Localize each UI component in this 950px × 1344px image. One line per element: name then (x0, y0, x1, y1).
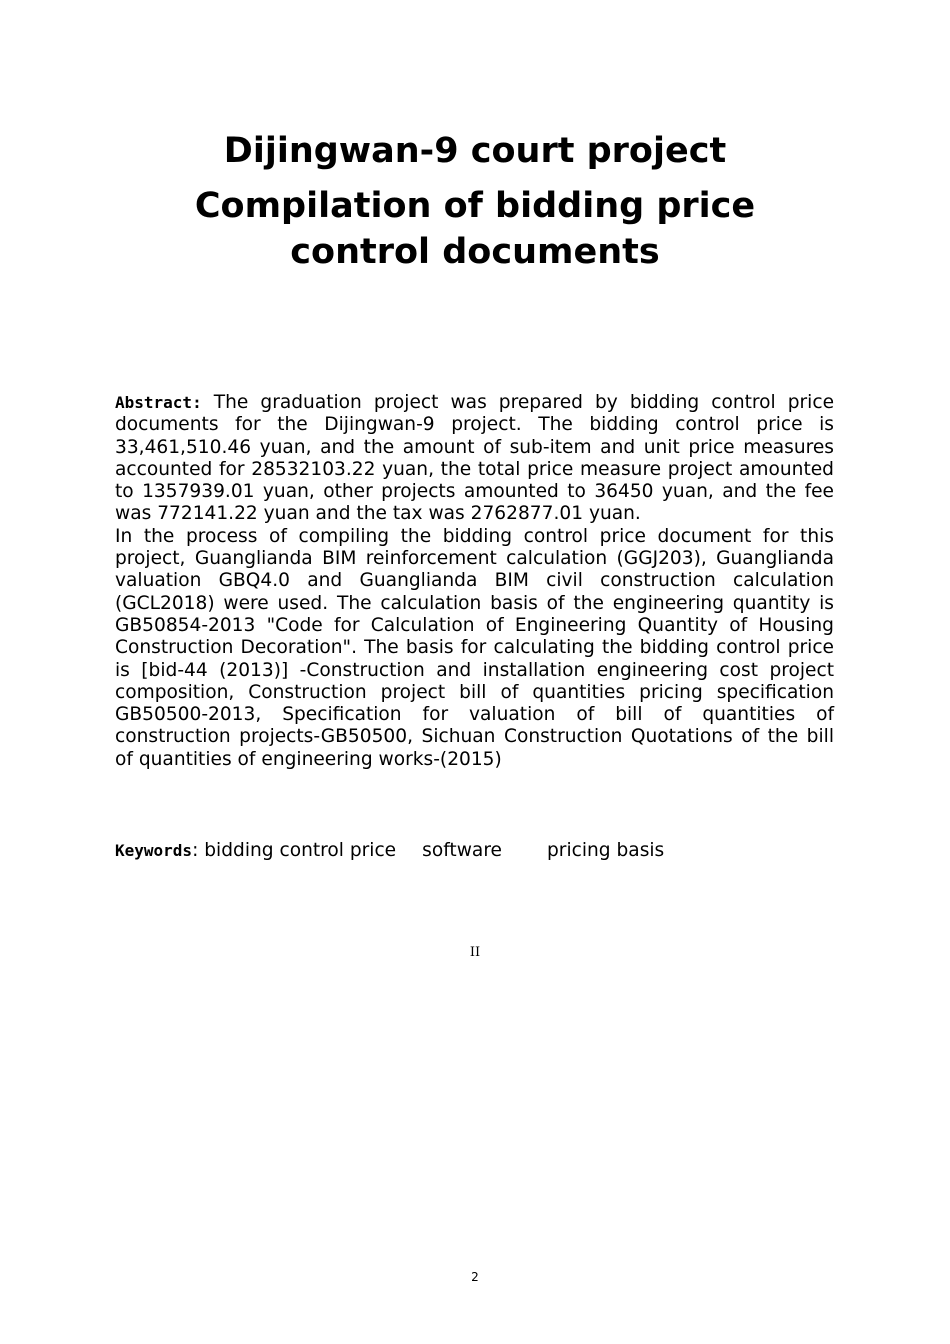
abstract-section (115, 392, 834, 771)
page-number: 2 (471, 1270, 479, 1284)
document-title (150, 128, 800, 275)
keyword-item: bidding control price (204, 840, 397, 861)
roman-page-number: II (469, 945, 481, 960)
title-line-2: Compilation of bidding price control documents (194, 186, 756, 272)
keywords-label: Keywords (115, 841, 193, 860)
keyword-item: software (422, 840, 502, 861)
abstract-paragraph-1 (115, 392, 834, 526)
keywords-separator: : (192, 840, 199, 861)
abstract-label: Abstract: (115, 393, 202, 412)
keyword-item: pricing basis (547, 840, 665, 861)
keywords-section (115, 840, 834, 862)
title-line-1: Dijingwan-9 court project (223, 131, 727, 171)
abstract-text-1: The graduation project was prepared by bidding control price documents for the Dijingwan-9 project. The bidding control price is 33,461,510.46 yuan, and the amount of sub-item and unit price measures accounted for 28532103.22 yuan, the total price measure project amounted to 1357939.01 yuan, other projects amounted to 36450 yuan, and the fee was 772141.22 yuan and the tax was 2762877.01 yuan. (115, 392, 835, 525)
abstract-paragraph-2: In the process of compiling the bidding control price document for this project, Guanglianda BIM reinforcement calculation (GGJ203), Guanglianda valuation GBQ4.0 and Guanglianda BIM civil construction calculation (GCL2018) were used. The calculation basis of the engineering quantity is GB50854-2013 "Code for Calculation of Engineering Quantity of Housing Construction Decoration". The basis for calculating the bidding control price is [bid-44 (2013)] -Construction and installation engineering cost project composition, Construction project bill of quantities pricing specification GB50500-2013, Specification for valuation of bill of quantities of construction projects-GB50500, Sichuan Construction Quotations of the bill of quantities of engineering works-(2015) (115, 525, 834, 770)
